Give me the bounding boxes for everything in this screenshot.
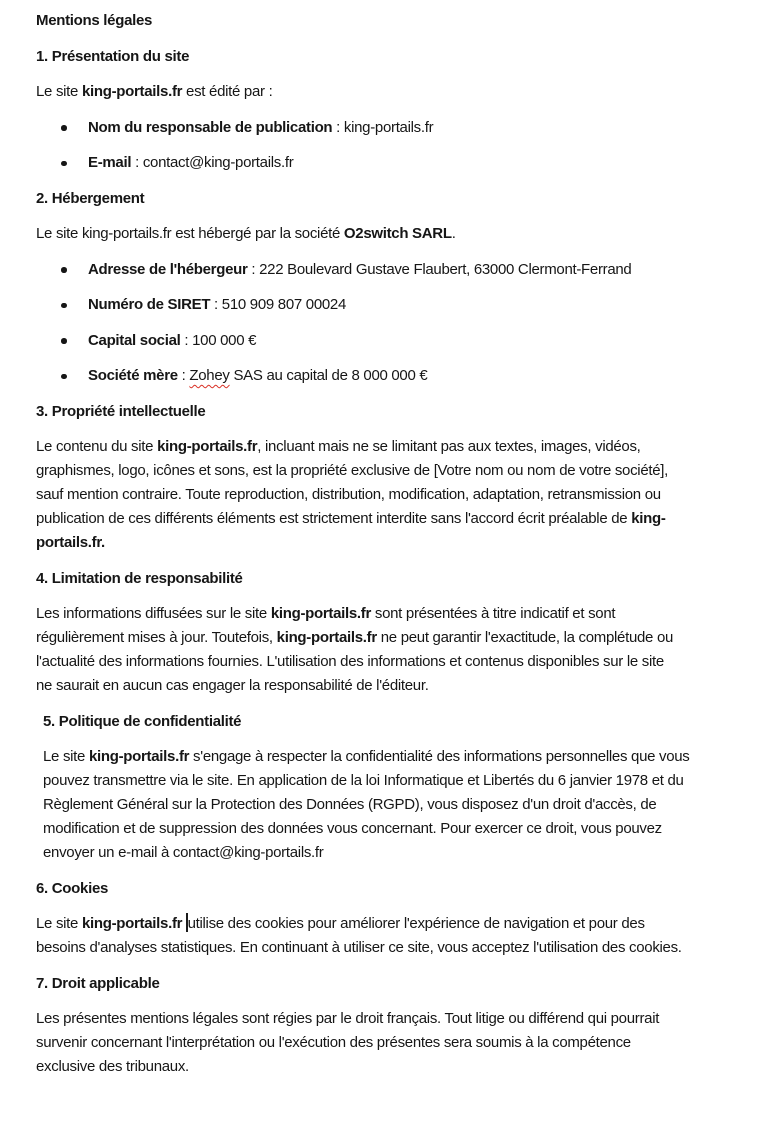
bold-text: Adresse de l'hébergeur (88, 260, 248, 278)
text-run: Les informations diffusées sur le site (36, 605, 271, 622)
bold-text: king-portails.fr (270, 605, 372, 622)
text-run: Le site (36, 83, 82, 100)
bold-text: king-portails.fr (276, 629, 377, 646)
text-line (43, 817, 750, 841)
bold-text: O2switch SARL (343, 225, 452, 242)
text-run: ne saurait en aucun cas engager la responsabilité de l'éditeur. (36, 677, 429, 694)
misspelled-word: Zohey (189, 367, 230, 384)
bold-text: king-portails.fr (157, 438, 258, 455)
text-run: Le contenu du site (36, 438, 158, 455)
text-line (36, 1007, 750, 1031)
bold-text: king-portails.fr (88, 748, 190, 765)
text-run: , incluant mais ne se limitant pas aux textes, images, vidéos, (257, 438, 641, 455)
section-heading: 4. Limitation de responsabilité (36, 569, 243, 587)
bold-text: Capital social (88, 331, 181, 349)
text-run: sont présentées à titre indicatif et sont (371, 605, 616, 622)
paragraph (36, 912, 750, 960)
text-run: : contact@king-portails.fr (131, 154, 294, 171)
text-line (43, 769, 750, 793)
text-run: besoins d'analyses statistiques. En continuant à utiliser ce site, vous acceptez l'utilisation des cookies. (36, 939, 682, 956)
text-run: : 510 909 807 00024 (210, 296, 346, 313)
text-line (36, 80, 750, 104)
text-run: : 222 Boulevard Gustave Flaubert, 63000 Clermont-Ferrand (247, 260, 632, 278)
text-run: utilise des cookies pour améliorer l'expérience de navigation et pour des (187, 915, 645, 932)
text-line (36, 222, 750, 246)
text-run: modification et de suppression des données vous concernant. Pour exercer ce droit, vous pouvez (43, 820, 662, 837)
bullet-list (36, 116, 750, 176)
text-line (43, 745, 750, 769)
text-run: : 100 000 € (180, 331, 257, 349)
section-heading: 6. Cookies (36, 879, 109, 897)
text-line (36, 912, 750, 936)
section-heading: 2. Hébergement (36, 189, 145, 207)
text-run: Règlement Général sur la Protection des Données (RGPD), vous disposez d'un droit d'accès, de (43, 796, 657, 813)
bold-text: Nom du responsable de publication (88, 118, 333, 136)
text-line (36, 1055, 750, 1079)
paragraph (36, 435, 750, 555)
text-run: publication de ces différents éléments est strictement interdite sans l'accord écrit préalable de (36, 510, 632, 527)
paragraph (36, 222, 750, 246)
text-run: s'engage à respecter la confidentialité des informations personnelles que vous (189, 748, 690, 765)
bullet-icon (61, 267, 67, 273)
text-run: : (177, 367, 190, 384)
text-run: : king-portails.fr (332, 118, 434, 136)
text-run: est édité par : (182, 83, 273, 100)
section-heading: 5. Politique de confidentialité (43, 712, 242, 730)
bold-text: king-portails.fr (81, 915, 183, 932)
section-heading: 1. Présentation du site (36, 47, 190, 65)
paragraph (36, 80, 750, 104)
bullet-icon (61, 374, 67, 380)
text-run: exclusive des tribunaux. (36, 1058, 189, 1075)
doc-section (36, 972, 750, 1080)
bold-text: king-portails.fr (81, 83, 183, 100)
bullet-icon (61, 303, 67, 309)
text-line (36, 1031, 750, 1055)
doc-section (36, 400, 750, 556)
bold-text: portails.fr. (36, 534, 105, 551)
text-line (36, 459, 750, 483)
bullet-item (36, 116, 750, 140)
text-line (36, 531, 750, 555)
text-run: l'actualité des informations fournies. L'utilisation des informations et contenus disponibles sur le site (36, 653, 664, 670)
bold-text: E-mail (88, 154, 132, 171)
bullet-list (36, 258, 750, 389)
text-line (36, 626, 750, 650)
text-run: Le site (36, 915, 82, 932)
doc-section (36, 567, 750, 699)
text-run: envoyer un e-mail à contact@king-portails.fr (43, 844, 324, 861)
text-run: Le site king-portails.fr est hébergé par la société (36, 225, 344, 242)
text-run: Le site (43, 748, 89, 765)
paragraph (36, 602, 750, 698)
doc-section (36, 187, 750, 389)
text-line (43, 793, 750, 817)
text-run: graphismes, logo, icônes et sons, est la propriété exclusive de [Votre nom ou nom de votre société], (36, 462, 669, 479)
paragraph (43, 745, 750, 865)
bullet-item (36, 151, 750, 175)
document-title: Mentions légales (36, 12, 153, 29)
bullet-item (36, 258, 750, 282)
text-line (43, 841, 750, 865)
text-run: survenir concernant l'interprétation ou l'exécution des présentes sera soumis à la compétence (36, 1034, 631, 1051)
text-line (36, 602, 750, 626)
text-line (36, 483, 750, 507)
document-body (36, 45, 750, 1080)
text-run: Les présentes mentions légales sont régies par le droit français. Tout litige ou différend qui pourrait (36, 1010, 660, 1027)
doc-section (43, 710, 750, 866)
text-line (36, 674, 750, 698)
bullet-item (36, 329, 750, 353)
text-line (36, 936, 750, 960)
bold-text: Numéro de SIRET (88, 296, 211, 313)
text-run: SAS au capital de 8 000 000 € (229, 367, 428, 384)
text-run: ne peut garantir l'exactitude, la complétude ou (376, 629, 674, 646)
bullet-item (36, 293, 750, 317)
doc-section (36, 45, 750, 176)
text-run: . (451, 225, 456, 242)
text-run: régulièrement mises à jour. Toutefois, (36, 629, 277, 646)
section-heading: 3. Propriété intellectuelle (36, 402, 206, 420)
text-line (36, 435, 750, 459)
bullet-icon (61, 125, 67, 131)
bold-text: Société mère (88, 367, 178, 384)
doc-section (36, 877, 750, 961)
paragraph (36, 1007, 750, 1079)
section-heading: 7. Droit applicable (36, 974, 160, 992)
text-run: pouvez transmettre via le site. En application de la loi Informatique et Libertés du 6 janvier 1978 et du (43, 772, 684, 789)
text-line (36, 650, 750, 674)
bold-text: king- (631, 510, 666, 527)
bullet-icon (61, 338, 67, 344)
text-run: sauf mention contraire. Toute reproduction, distribution, modification, adaptation, retransmission ou (36, 486, 661, 503)
bullet-item (36, 364, 750, 388)
bullet-icon (61, 161, 67, 167)
text-line (36, 507, 750, 531)
